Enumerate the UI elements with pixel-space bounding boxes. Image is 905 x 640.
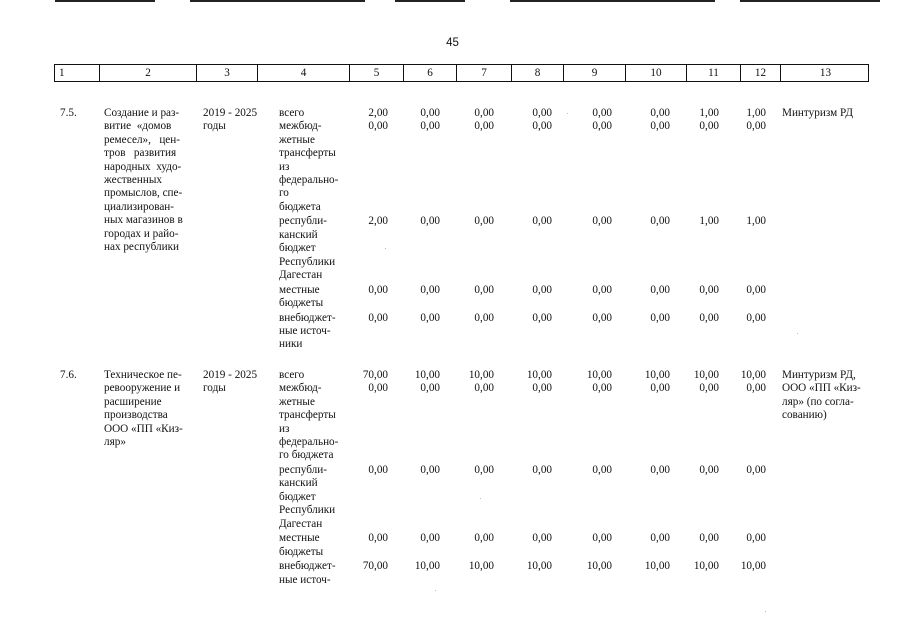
measure-name-line: производства [104, 409, 168, 422]
value-cell-col-12: 0,00 [746, 532, 766, 545]
measure-name-line: ных магазинов в [104, 214, 183, 227]
header-col-10: 10 [625, 65, 686, 81]
measure-name-line: ревооружение и [104, 382, 181, 395]
value-cell-col-8: 0,00 [532, 283, 552, 296]
measure-name-line: ООО «ПП «Киз- [104, 422, 183, 435]
header-col-2: 2 [99, 65, 196, 81]
value-cell-col-7: 0,00 [474, 532, 494, 545]
page-number: 45 [446, 37, 459, 49]
funding-source-line: бюджеты [279, 545, 324, 558]
measure-name-line: тров развития [104, 147, 177, 160]
header-col-6: 6 [403, 65, 456, 81]
value-cell-col-7: 0,00 [474, 382, 494, 395]
measure-name-line: жественных [104, 174, 162, 186]
column-header-row [54, 64, 869, 82]
funding-source-line: республи- [279, 215, 327, 228]
value-cell-col-11: 10,00 [693, 560, 719, 573]
value-cell-col-12: 0,00 [746, 283, 766, 296]
value-cell-col-5: 0,00 [368, 311, 388, 324]
value-cell-col-9: 0,00 [592, 107, 612, 119]
value-cell-col-8: 10,00 [526, 560, 552, 573]
value-cell-col-10: 0,00 [650, 107, 670, 119]
funding-source-line: бюджеты [279, 297, 324, 309]
value-cell-col-8: 0,00 [532, 532, 552, 545]
row-number: 7.6. [60, 369, 77, 381]
value-cell-col-9: 0,00 [592, 283, 612, 296]
funding-source-line: внебюджет- [279, 311, 336, 324]
value-cell-col-10: 10,00 [644, 369, 670, 381]
value-cell-col-8: 0,00 [532, 107, 552, 119]
value-cell-col-12: 0,00 [746, 311, 766, 324]
value-cell-col-12: 10,00 [740, 560, 766, 573]
funding-source-line: межбюд- [279, 120, 322, 133]
header-col-4: 4 [257, 65, 349, 81]
value-cell-col-6: 0,00 [420, 464, 440, 476]
value-cell-col-12: 1,00 [746, 215, 766, 228]
value-cell-col-11: 10,00 [693, 369, 719, 381]
funding-source-line: трансферты [279, 409, 336, 422]
funding-source-line: го [279, 187, 289, 200]
value-cell-col-12: 0,00 [746, 464, 766, 476]
period: 2019 - 2025 годы [203, 107, 258, 133]
funding-source-line: Дагестан [279, 269, 323, 281]
row-number: 7.5. [60, 107, 77, 119]
value-cell-col-6: 0,00 [420, 382, 440, 395]
value-cell-col-12: 0,00 [746, 120, 766, 133]
value-cell-col-12: 1,00 [746, 107, 766, 119]
funding-source-line: канский [279, 228, 318, 241]
header-col-7: 7 [456, 65, 511, 81]
value-cell-col-5: 0,00 [368, 120, 388, 133]
funding-source-line: жетные [279, 133, 315, 146]
funding-source-line: местные [279, 283, 320, 296]
funding-source-line: ники [279, 338, 303, 351]
measure-name-line: циализирован- [104, 200, 175, 213]
period: 2019 - 2025 годы [203, 369, 258, 395]
funding-source-line: местные [279, 532, 320, 545]
value-cell-col-10: 0,00 [650, 532, 670, 545]
funding-source-line: Республики [279, 255, 336, 268]
value-cell-col-9: 10,00 [586, 369, 612, 381]
value-cell-col-7: 0,00 [474, 464, 494, 476]
funding-source-line: Дагестан [279, 517, 323, 530]
value-cell-col-9: 0,00 [592, 120, 612, 133]
value-cell-col-7: 10,00 [468, 369, 494, 381]
value-cell-col-6: 0,00 [420, 283, 440, 296]
value-cell-col-9: 0,00 [592, 382, 612, 395]
value-cell-col-6: 10,00 [414, 560, 440, 573]
funding-source-line: из [279, 160, 290, 173]
value-cell-col-11: 0,00 [699, 283, 719, 296]
value-cell-col-8: 10,00 [526, 369, 552, 381]
value-cell-col-5: 2,00 [368, 107, 388, 119]
value-cell-col-5: 0,00 [368, 532, 388, 545]
value-cell-col-10: 0,00 [650, 215, 670, 228]
measure-name-line: Создание и раз- [104, 107, 180, 119]
funding-source-line: федерально- [279, 436, 339, 448]
value-cell-col-9: 0,00 [592, 532, 612, 545]
funding-source-line: федерально- [279, 174, 339, 186]
value-cell-col-9: 10,00 [586, 560, 612, 573]
header-col-12: 12 [740, 65, 780, 81]
measure-name-line: народных худо- [104, 160, 182, 173]
value-cell-col-11: 1,00 [699, 215, 719, 228]
header-col-8: 8 [511, 65, 563, 81]
value-cell-col-8: 0,00 [532, 464, 552, 476]
header-col-5: 5 [349, 65, 403, 81]
header-col-9: 9 [563, 65, 625, 81]
funding-source-line: Республики [279, 504, 336, 517]
value-cell-col-8: 0,00 [532, 311, 552, 324]
value-cell-col-11: 0,00 [699, 120, 719, 133]
value-cell-col-11: 0,00 [699, 311, 719, 324]
funding-source-line: бюджета [279, 200, 321, 213]
measure-name-line: расширение [104, 395, 162, 408]
value-cell-col-7: 0,00 [474, 120, 494, 133]
funding-source-line: ные источ- [279, 325, 331, 337]
value-cell-col-5: 0,00 [368, 382, 388, 395]
funding-source-line: го бюджета [279, 449, 334, 462]
funding-source-line: республи- [279, 464, 327, 476]
value-cell-col-10: 10,00 [644, 560, 670, 573]
funding-source-line: жетные [279, 395, 315, 408]
header-col-11: 11 [686, 65, 740, 81]
funding-source-line: межбюд- [279, 382, 322, 395]
value-cell-col-9: 0,00 [592, 464, 612, 476]
value-cell-col-8: 0,00 [532, 215, 552, 228]
value-cell-col-12: 0,00 [746, 382, 766, 395]
header-col-13: 13 [780, 65, 870, 81]
value-cell-col-5: 0,00 [368, 283, 388, 296]
funding-source-line: бюджет [279, 490, 316, 503]
value-cell-col-5: 0,00 [368, 464, 388, 476]
value-cell-col-7: 0,00 [474, 283, 494, 296]
funding-source-line: всего [279, 107, 305, 119]
value-cell-col-5: 70,00 [362, 369, 388, 381]
executor: Минтуризм РД, ООО «ПП «Киз- ляр» (по согла- сованию) [782, 369, 861, 422]
value-cell-col-5: 70,00 [362, 560, 388, 573]
value-cell-col-6: 0,00 [420, 120, 440, 133]
funding-source-line: трансферты [279, 147, 336, 160]
executor: Минтуризм РД [782, 107, 853, 119]
funding-source-line: из [279, 422, 290, 435]
value-cell-col-10: 0,00 [650, 382, 670, 395]
value-cell-col-11: 0,00 [699, 532, 719, 545]
value-cell-col-12: 10,00 [740, 369, 766, 381]
top-rule [0, 0, 905, 2]
measure-name-line: Техническое пе- [104, 369, 182, 381]
value-cell-col-10: 0,00 [650, 120, 670, 133]
measure-name-line: нах республики [104, 241, 179, 253]
value-cell-col-7: 10,00 [468, 560, 494, 573]
value-cell-col-10: 0,00 [650, 311, 670, 324]
value-cell-col-10: 0,00 [650, 464, 670, 476]
measure-name-line: витие «домов [104, 120, 172, 133]
measure-name-line: ляр» [104, 436, 126, 448]
header-col-3: 3 [196, 65, 257, 81]
value-cell-col-5: 2,00 [368, 215, 388, 228]
value-cell-col-11: 0,00 [699, 464, 719, 476]
measure-name-line: промыслов, спе- [104, 187, 183, 200]
value-cell-col-7: 0,00 [474, 215, 494, 228]
measure-name-line: ремесел», цен- [104, 133, 180, 146]
value-cell-col-7: 0,00 [474, 311, 494, 324]
value-cell-col-9: 0,00 [592, 215, 612, 228]
value-cell-col-10: 0,00 [650, 283, 670, 296]
value-cell-col-6: 10,00 [414, 369, 440, 381]
value-cell-col-6: 0,00 [420, 311, 440, 324]
header-col-1: 1 [59, 67, 65, 79]
measure-name-line: городах и райо- [104, 227, 179, 240]
value-cell-col-6: 0,00 [420, 107, 440, 119]
value-cell-col-7: 0,00 [474, 107, 494, 119]
value-cell-col-6: 0,00 [420, 532, 440, 545]
funding-source-line: бюджет [279, 242, 316, 255]
value-cell-col-8: 0,00 [532, 120, 552, 133]
value-cell-col-8: 0,00 [532, 382, 552, 395]
value-cell-col-11: 0,00 [699, 382, 719, 395]
value-cell-col-11: 1,00 [699, 107, 719, 119]
funding-source-line: канский [279, 477, 318, 490]
value-cell-col-6: 0,00 [420, 215, 440, 228]
funding-source-line: ные источ- [279, 573, 331, 586]
value-cell-col-9: 0,00 [592, 311, 612, 324]
funding-source-line: всего [279, 369, 305, 381]
funding-source-line: внебюджет- [279, 560, 336, 573]
